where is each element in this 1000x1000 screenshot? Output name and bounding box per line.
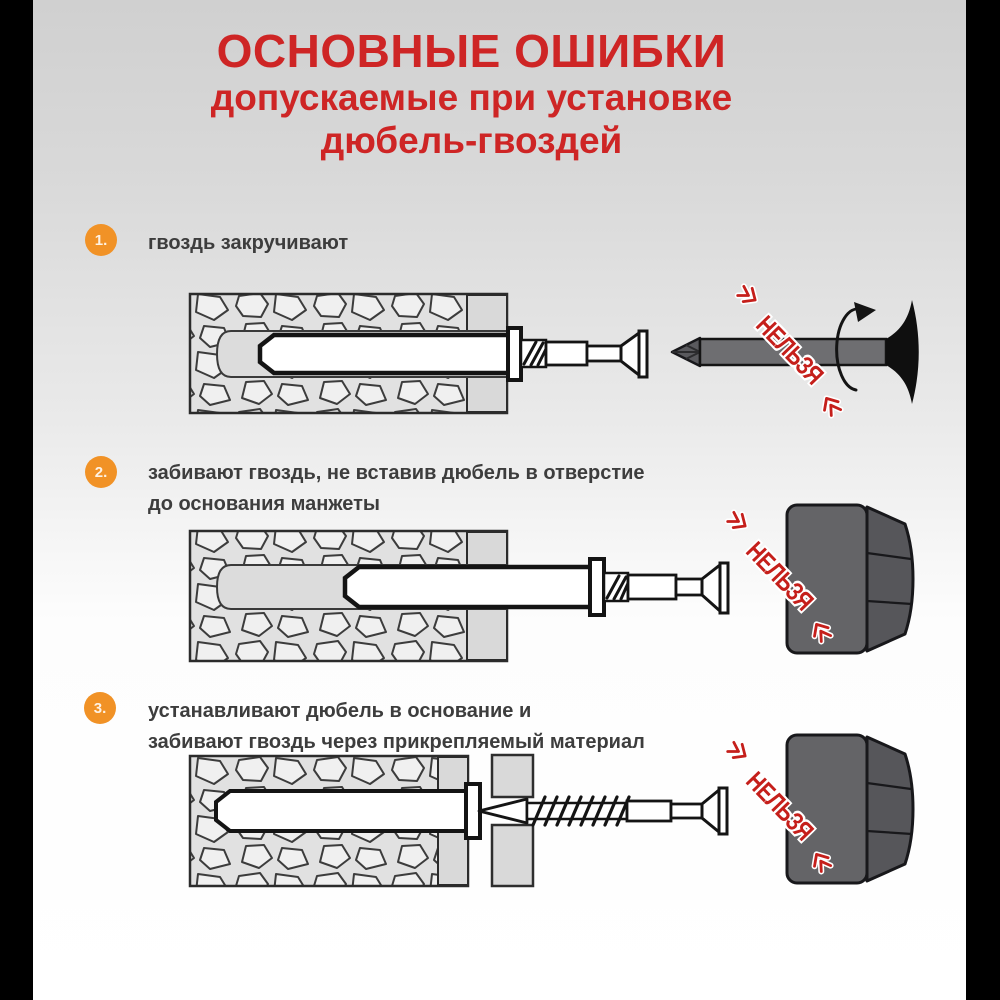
item-2-line-2: до основания манжеты <box>148 493 380 515</box>
forbidden-label: НЕЛЬЗЯ <box>750 309 830 390</box>
page-subtitle-line-1: допускаемые при установке <box>210 77 733 118</box>
item-1-number: 1. <box>94 231 108 249</box>
item-1-number-badge <box>85 224 117 256</box>
item-1-line-1: гвоздь закручивают <box>148 232 349 254</box>
left-black-bar <box>0 0 33 1000</box>
forbidden-label: НЕЛЬЗЯ <box>740 535 820 616</box>
forbidden-label: НЕЛЬЗЯ <box>740 765 820 846</box>
dowel-nail <box>216 784 727 838</box>
item-2-number: 2. <box>94 463 108 481</box>
item-1-text <box>148 228 348 259</box>
header <box>33 26 966 162</box>
page-title: ОСНОВНЫЕ ОШИБКИ <box>216 25 727 77</box>
right-black-bar <box>966 0 1000 1000</box>
item-2-number-badge <box>85 456 117 488</box>
dowel-nail <box>345 559 728 615</box>
page-subtitle-line-2: дюбель-гвоздей <box>320 120 623 161</box>
item-3-number-badge <box>84 692 116 724</box>
item-3-line-1: устанавливают дюбель в основание и <box>148 700 532 722</box>
dowel-nail <box>260 328 647 380</box>
item-3-number: 3. <box>93 699 107 717</box>
item-3-line-2: забивают гвоздь через прикрепляемый материал <box>148 731 645 753</box>
item-2-line-1: забивают гвоздь, не вставив дюбель в отверстие <box>148 462 645 484</box>
